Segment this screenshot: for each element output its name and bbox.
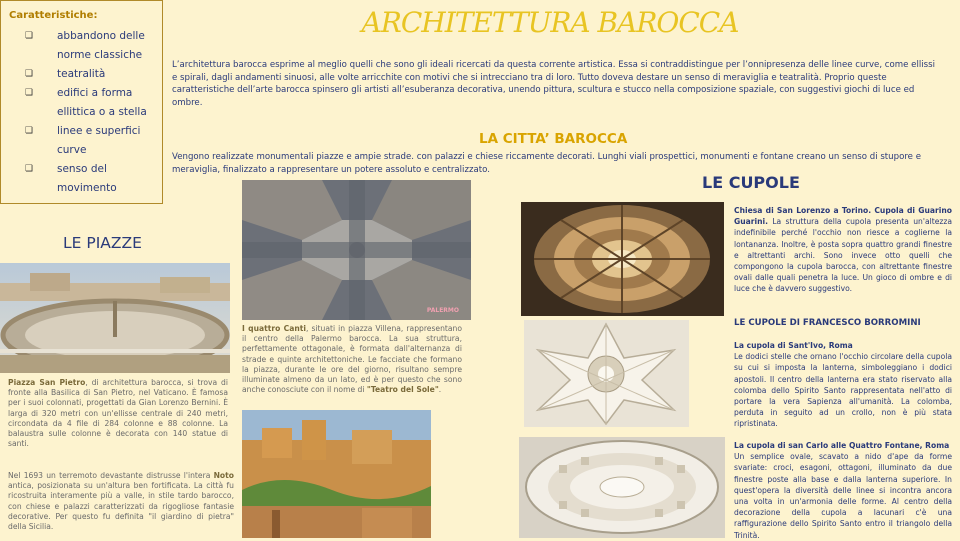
checkbox-bullet-icon: ❏	[25, 88, 34, 98]
checkbox-bullet-icon: ❏	[25, 31, 34, 41]
guarini-caption: Chiesa di San Lorenzo a Torino. Cupola di Guarino Guarini. La struttura della cupola presenta un'altezza indefinibile perché l'occhio non riesce a coglierne la lontananza. Inoltre, è posta sopra quattro grandi finestre e altrettanti archi. Sono invece otto quelli che compongono la cupola barocca, con altrettante finestre ovali dalle quali penetra la luce. Un gioco di ombre e di luce che è davvero suggestivo.	[734, 206, 952, 294]
noto-caption: Nel 1693 un terremoto devastante distrusse l'intera Noto antica, posizionata su un'altura ben fortificata. La città fu ricostruita interamente più a valle, in stile tardo barocco, con chiese e palazzi caratterizzati da rigogliose fantasie decorative. Per questo fu definita "il giardino di pietra" della Sicilia.	[8, 471, 234, 532]
san-carlo-dome-photo	[519, 437, 725, 538]
page-title: ARCHITETTURA BAROCCA	[361, 6, 739, 39]
piazze-section-title: LE PIAZZE	[63, 234, 142, 252]
quattro-canti-caption: I quattro Canti, situati in piazza Villena, rappresentano il centro della Palermo barocca. La sua struttura, perfettamente ottagonale, è formata dall'alternanza di strade e quinte architettoniche. Le facciate che formano la piazza, durante le ore del giorno, risultano sempre illuminate almeno da un lato, ed è per questo che sono anche conosciute con il nome di "Teatro del Sole".	[242, 324, 462, 395]
features-title: Caratteristiche:	[9, 10, 98, 21]
city-section-title: LA CITTA’ BAROCCA	[479, 131, 628, 147]
list-item: ❏ edifici a forma ellittica o a stella	[25, 84, 162, 122]
cupole-section-title: LE CUPOLE	[702, 173, 800, 192]
list-item: ❏ linee e superfici curve	[25, 122, 162, 160]
quattro-canti-photo	[242, 180, 471, 320]
sant-ivo-dome-photo	[524, 320, 689, 427]
intro-paragraph: L’architettura barocca esprime al meglio quelli che sono gli ideali ricercati da questa corrente artistica. Essa si contraddistingue per l’onnipresenza delle linee curve, come ellissi e spirali, dagli andamenti sinuosi, alle volte arricchite con motivi che si intrecciano tra di loro. Tutto doveva destare un senso di meraviglia e teatralità. Proprio queste caratteristiche dell’arte barocca spinsero gli artisti all’esuberanza decorativa, unendo pittura, scultura e stucco nella composizione spaziale, con suggestivi giochi di luce ed ombre.	[172, 60, 935, 108]
list-item: ❏ teatralità	[25, 65, 162, 84]
piazza-san-pietro-photo	[0, 263, 230, 373]
noto-photo	[242, 410, 431, 538]
photo-watermark: PALERMO	[426, 307, 459, 314]
features-box	[0, 0, 163, 204]
checkbox-bullet-icon: ❏	[25, 126, 34, 136]
city-paragraph: Vengono realizzate monumentali piazze e ampie strade. con palazzi e chiese riccamente decorati. Lunghi viali prospettici, monumenti e fontane creano un senso di stupore e meraviglia, finalizzato a rappresentare un potere assoluto e centralizzato.	[172, 152, 921, 175]
san-pietro-caption: Piazza San Pietro, di architettura barocca, si trova di fronte alla Basilica di San Pietro, nel Vaticano. È famosa per i suoi colonnati, progettati da Gian Lorenzo Bernini. È larga di 320 metri con un'ellisse centrale di 240 metri, circondata da 4 file di 284 colonne e 88 colonne. La balaustra sulle colonne è decorata con 140 statue di santi.	[8, 378, 228, 449]
guarini-dome-photo	[521, 202, 724, 316]
checkbox-bullet-icon: ❏	[25, 164, 34, 174]
features-list	[25, 27, 162, 198]
list-item: ❏ abbandono delle norme classiche	[25, 27, 162, 65]
list-item: ❏ senso del movimento	[25, 160, 162, 198]
checkbox-bullet-icon: ❏	[25, 69, 34, 79]
san-carlo-caption: La cupola di san Carlo alle Quattro Fontane, Roma Un semplice ovale, scavato a nido d'ape da forme svariate: croci, esagoni, ottagoni, illuminato da due finestre poste alla base e dalla lanterna superiore. In quest'opera la diversità delle linee si incontra ancora una volta in un'armonia delle forme. Al centro della decorazione della cupola a lacunari c'è una raffigurazione dello Spirito Santo entro il triangolo della Trinità.	[734, 441, 952, 540]
sant-ivo-caption: La cupola di Sant'Ivo, Roma Le dodici stelle che ornano l'occhio circolare della cupola su cui si imposta la lanterna, simboleggiano i dodici apostoli. Il centro della lanterna era stato riservato alla colomba dello Spirito Santo rappresentata nell'atto di portare la vera Sapienza all'umanità. La colomba, perduta in seguito ad un crollo, non è più stata ripristinata.	[734, 341, 952, 429]
borromini-section-title: LE CUPOLE DI FRANCESCO BORROMINI	[734, 318, 921, 328]
